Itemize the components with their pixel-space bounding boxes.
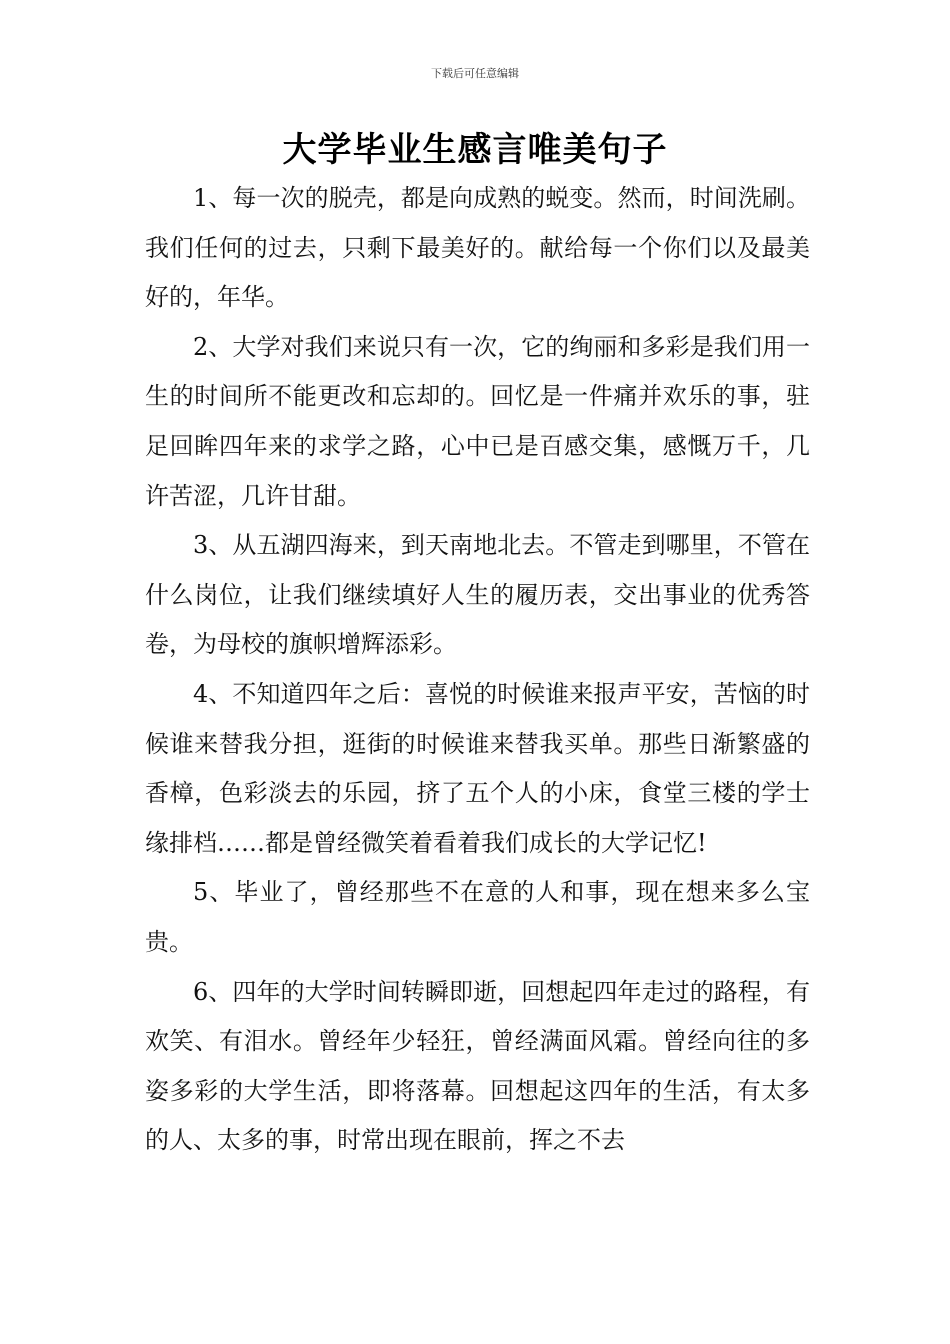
document-body — [145, 174, 810, 1166]
paragraph-3: 3、从五湖四海来，到天南地北去。不管走到哪里，不管在什么岗位，让我们继续填好人生的履历表，交出事业的优秀答卷，为母校的旗帜增辉添彩。 — [145, 531, 810, 659]
paragraph-5: 5、毕业了，曾经那些不在意的人和事，现在想来多么宝贵。 — [145, 878, 810, 956]
header-note: 下载后可任意编辑 — [431, 67, 519, 80]
paragraph-1: 1、每一次的脱壳，都是向成熟的蜕变。然而，时间洗刷。我们任何的过去，只剩下最美好的。献给每一个你们以及最美好的，年华。 — [145, 184, 810, 312]
paragraph-6: 6、四年的大学时间转瞬即逝，回想起四年走过的路程，有欢笑、有泪水。曾经年少轻狂，曾经满面风霜。曾经向往的多姿多彩的大学生活，即将落幕。回想起这四年的生活，有太多的人、太多的事，时常出现在眼前，挥之不去 — [145, 977, 810, 1155]
paragraph-2: 2、大学对我们来说只有一次，它的绚丽和多彩是我们用一生的时间所不能更改和忘却的。回忆是一件痛并欢乐的事，驻足回眸四年来的求学之路，心中已是百感交集，感慨万千，几许苦涩，几许甘甜。 — [145, 332, 810, 510]
paragraph-4: 4、不知道四年之后：喜悦的时候谁来报声平安，苦恼的时候谁来替我分担，逛街的时候谁来替我买单。那些日渐繁盛的香樟，色彩淡去的乐园，挤了五个人的小床，食堂三楼的学士缘排档……都是曾经微笑着看着我们成长的大学记忆! — [145, 679, 810, 857]
document-title: 大学毕业生感言唯美句子 — [282, 130, 668, 170]
